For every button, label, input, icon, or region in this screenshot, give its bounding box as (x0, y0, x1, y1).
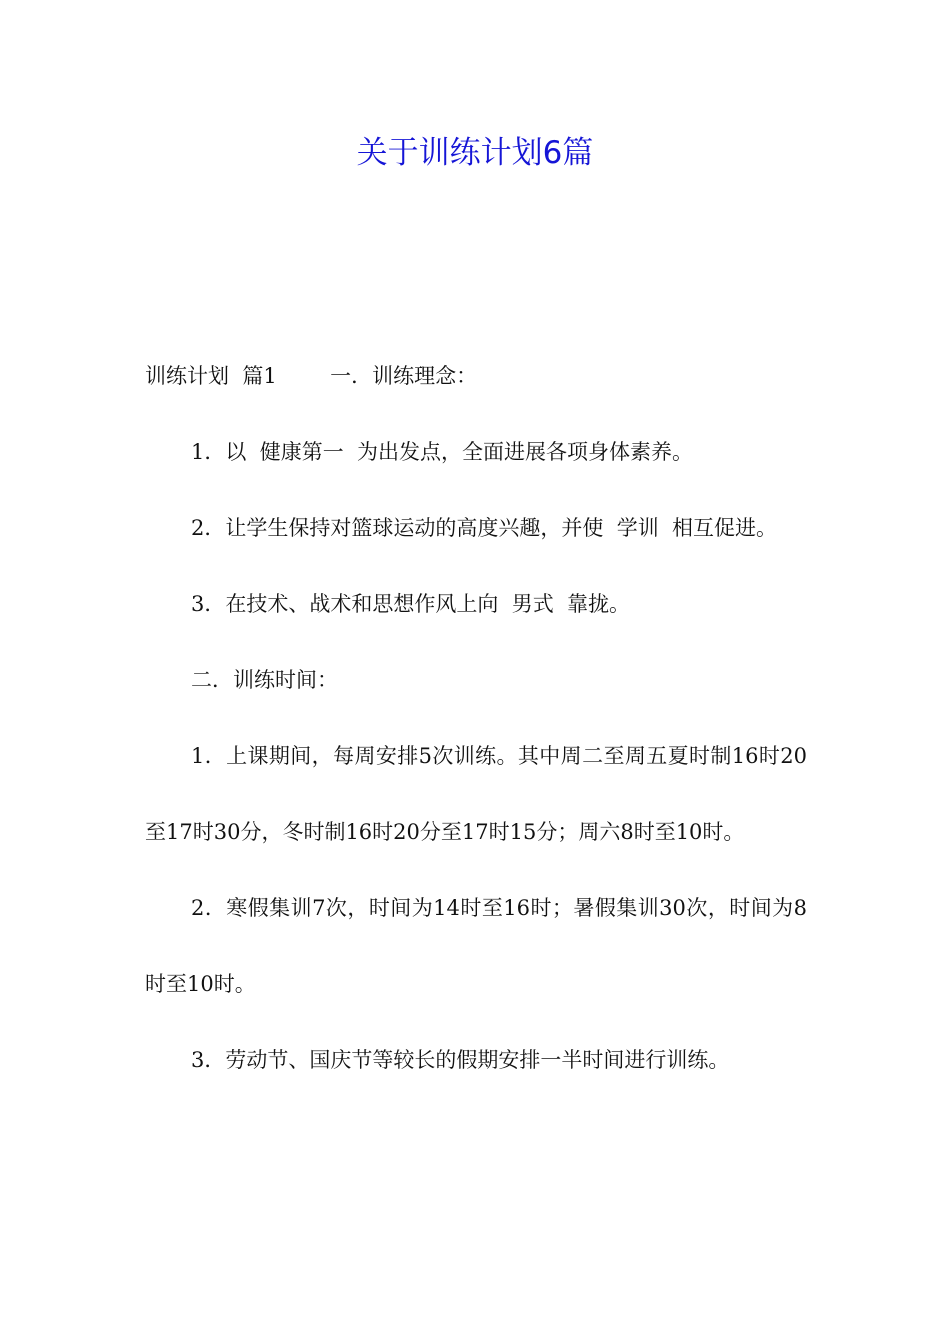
paragraph-time-1: 1．上课期间，每周安排5次训练。其中周二至周五夏时制16时20至17时30分，冬时制16时20分至17时15分；周六8时至10时。 (145, 744, 807, 844)
paragraph-time-2: 2．寒假集训7次，时间为14时至16时；暑假集训30次，时间为8时至10时。 (145, 896, 807, 996)
paragraph-time-3: 3．劳动节、国庆节等较长的假期安排一半时间进行训练。 (191, 1048, 730, 1072)
paragraph-concept-3: 3．在技术、战术和思想作风上向 男式 靠拢。 (191, 592, 631, 616)
document-title: 关于训练计划6篇 (356, 135, 594, 171)
paragraph-concept-1: 1．以 健康第一 为出发点，全面进展各项身体素养。 (191, 440, 694, 464)
document-body (145, 338, 807, 1098)
paragraph-concept-2: 2．让学生保持对篮球运动的高度兴趣，并使 学训 相互促进。 (191, 516, 778, 540)
paragraph-plan-heading: 训练计划 篇1 一．训练理念： (145, 364, 478, 388)
paragraph-time-heading: 二．训练时间： (191, 668, 338, 692)
